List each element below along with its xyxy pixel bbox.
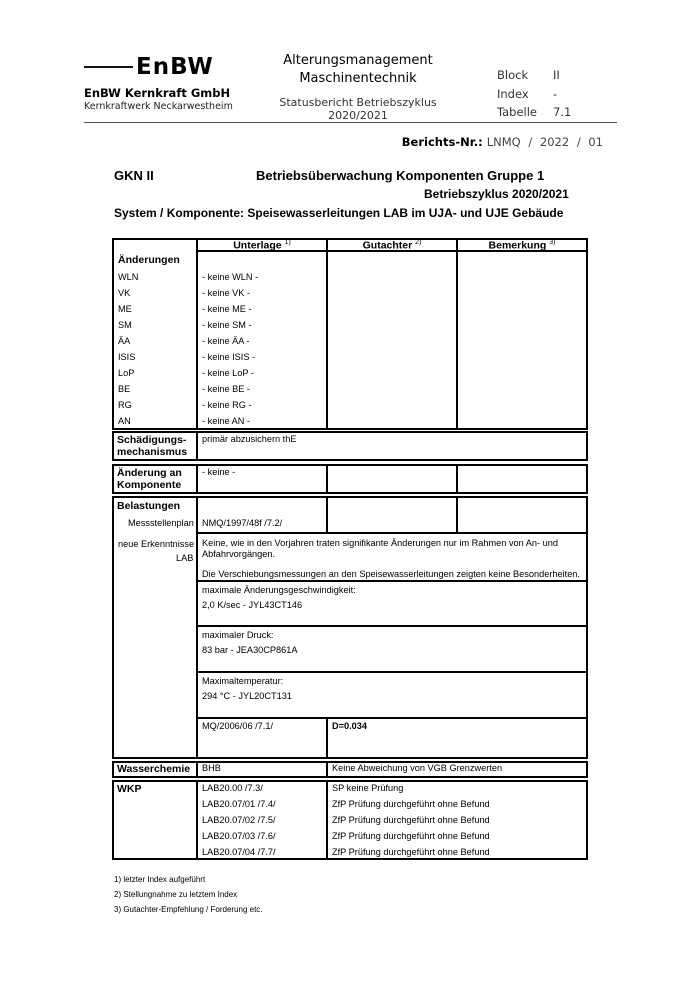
header-subtitle: Statusbericht Betriebszyklus 2020/2021 xyxy=(279,96,437,122)
messstellenplan-label: Messstellenplan xyxy=(128,518,194,528)
erkenntnisse-text3: Die Verschiebungsmessungen an den Speisewasserleitungen zeigten keine Besonderheiten. xyxy=(202,569,580,579)
header-rule xyxy=(84,122,617,123)
report-part1: LNMQ xyxy=(486,135,521,149)
wkp-title: WKP xyxy=(117,783,142,795)
aend-label: ISIS xyxy=(118,352,136,362)
index-label: Index xyxy=(497,87,529,101)
erkenntnisse-label: neue Erkenntnisse xyxy=(118,539,195,549)
header-title-line2: Maschinentechnik xyxy=(299,71,417,86)
wkp-ref: LAB20.07/03 /7.6/ xyxy=(202,831,276,841)
belastungen-title: Belastungen xyxy=(117,500,181,512)
d-value: D=0.034 xyxy=(332,721,367,731)
aend-value: - keine ÄA - xyxy=(202,336,250,346)
aend-label: AN xyxy=(118,416,131,426)
erkenntnisse-text1: Keine, wie in den Vorjahren traten signifikante Änderungen nur im Rahmen von An- und xyxy=(202,538,558,548)
report-number: Berichts-Nr.: LNMQ / 2022 / 01 xyxy=(401,135,603,149)
aenderungen-frame xyxy=(112,238,588,430)
block-value: II xyxy=(553,68,560,82)
doc-title: Betriebsüberwachung Komponenten Gruppe 1 xyxy=(256,168,545,183)
block-label: Block xyxy=(497,68,529,82)
report-part2: 2022 xyxy=(539,135,570,149)
aenderung-komponente-title-l2: Komponente xyxy=(117,479,182,491)
wkp-result: ZfP Prüfung durchgeführt ohne Befund xyxy=(332,831,490,841)
wasserchemie-unterlage: BHB xyxy=(202,763,221,773)
logo-line xyxy=(84,66,133,68)
wkp-ref: LAB20.07/04 /7.7/ xyxy=(202,847,276,857)
aenderungsgeschwindigkeit-label: maximale Änderungsgeschwindigkeit: xyxy=(202,585,356,595)
aend-label: RG xyxy=(118,400,132,410)
erkenntnisse-text2: Abfahrvorgängen. xyxy=(202,549,276,559)
table-value: 7.1 xyxy=(553,105,572,119)
wkp-ref: LAB20.00 /7.3/ xyxy=(202,783,263,793)
druck-value: 83 bar - JEA30CP861A xyxy=(202,645,298,655)
footnote-1: 1) letzter Index aufgeführt xyxy=(114,875,206,884)
col-bemerkung: Bemerkung $^{3)}$ xyxy=(488,239,556,252)
index-value: - xyxy=(553,87,558,101)
schaedigung-title-l1: Schädigungs- xyxy=(117,434,187,446)
wkp-ref: LAB20.07/02 /7.5/ xyxy=(202,815,276,825)
aend-value: - keine BE - xyxy=(202,384,250,394)
wasserchemie-title: Wasserchemie xyxy=(117,763,191,775)
schaedigung-value: primär abzusichern thE xyxy=(202,434,297,444)
cycle-title: Betriebszyklus 2020/2021 xyxy=(424,187,569,201)
mq-reference: MQ/2006/06 /7.1/ xyxy=(202,721,273,731)
aend-label: WLN xyxy=(118,272,139,282)
col-gutachter: Gutachter $^{2)}$ xyxy=(362,239,422,252)
aenderungen-title: Änderungen xyxy=(118,254,180,266)
table-label: Tabelle xyxy=(497,105,538,119)
plant-name: Kernkraftwerk Neckarwestheim xyxy=(84,101,233,112)
aend-value: - keine ME - xyxy=(202,304,252,314)
header-title-line1: Alterungsmanagement xyxy=(283,53,433,68)
erkenntnisse-label-lab: LAB xyxy=(176,553,194,563)
aend-value: - keine VK - xyxy=(202,288,250,298)
belastungen-frame xyxy=(112,496,588,759)
wkp-result: SP keine Prüfung xyxy=(332,783,404,793)
company-name: EnBW Kernkraft GmbH xyxy=(84,86,231,100)
aend-label: VK xyxy=(118,288,131,298)
aend-value: - keine SM - xyxy=(202,320,252,330)
aenderung-komponente-value: - keine - xyxy=(202,467,236,477)
aenderung-komponente-frame xyxy=(112,464,588,494)
unit-title: GKN II xyxy=(114,168,154,183)
wasserchemie-gutachter: Keine Abweichung von VGB Grenzwerten xyxy=(332,763,503,773)
messstellenplan-value: NMQ/1997/48f /7.2/ xyxy=(202,518,283,528)
aend-value: - keine ISIS - xyxy=(202,352,256,362)
aend-value: - keine RG - xyxy=(202,400,252,410)
temperatur-value: 294 °C - JYL20CT131 xyxy=(202,691,292,701)
footnote-2: 2) Stellungnahme zu letztem Index xyxy=(114,890,238,899)
aend-label: BE xyxy=(118,384,131,394)
schaedigung-title-l2: mechanismus xyxy=(117,446,188,458)
aend-label: SM xyxy=(118,320,132,330)
wkp-result: ZfP Prüfung durchgeführt ohne Befund xyxy=(332,847,490,857)
aend-label: LoP xyxy=(118,368,135,378)
temperatur-label: Maximaltemperatur: xyxy=(202,676,284,686)
report-part3: 01 xyxy=(588,135,603,149)
aend-label: ÄA xyxy=(118,336,131,346)
wkp-ref: LAB20.07/01 /7.4/ xyxy=(202,799,276,809)
aend-value: - keine AN - xyxy=(202,416,250,426)
footnote-3: 3) Gutachter-Empfehlung / Forderung etc. xyxy=(114,905,263,914)
aend-value: - keine LoP - xyxy=(202,368,254,378)
report-label: Berichts-Nr.: xyxy=(401,135,483,149)
aend-value: - keine WLN - xyxy=(202,272,259,282)
col-unterlage: Unterlage $^{1)}$ xyxy=(233,239,291,252)
wkp-result: ZfP Prüfung durchgeführt ohne Befund xyxy=(332,815,490,825)
aend-label: ME xyxy=(118,304,132,314)
druck-label: maximaler Druck: xyxy=(202,630,274,640)
wkp-result: ZfP Prüfung durchgeführt ohne Befund xyxy=(332,799,490,809)
system-title: System / Komponente: Speisewasserleitungen LAB im UJA- und UJE Gebäude xyxy=(114,206,564,220)
aenderungsgeschwindigkeit-value: 2,0 K/sec - JYL43CT146 xyxy=(202,600,303,610)
aenderung-komponente-title-l1: Änderung an xyxy=(117,467,182,479)
enbw-logo: EnBW xyxy=(136,54,214,80)
